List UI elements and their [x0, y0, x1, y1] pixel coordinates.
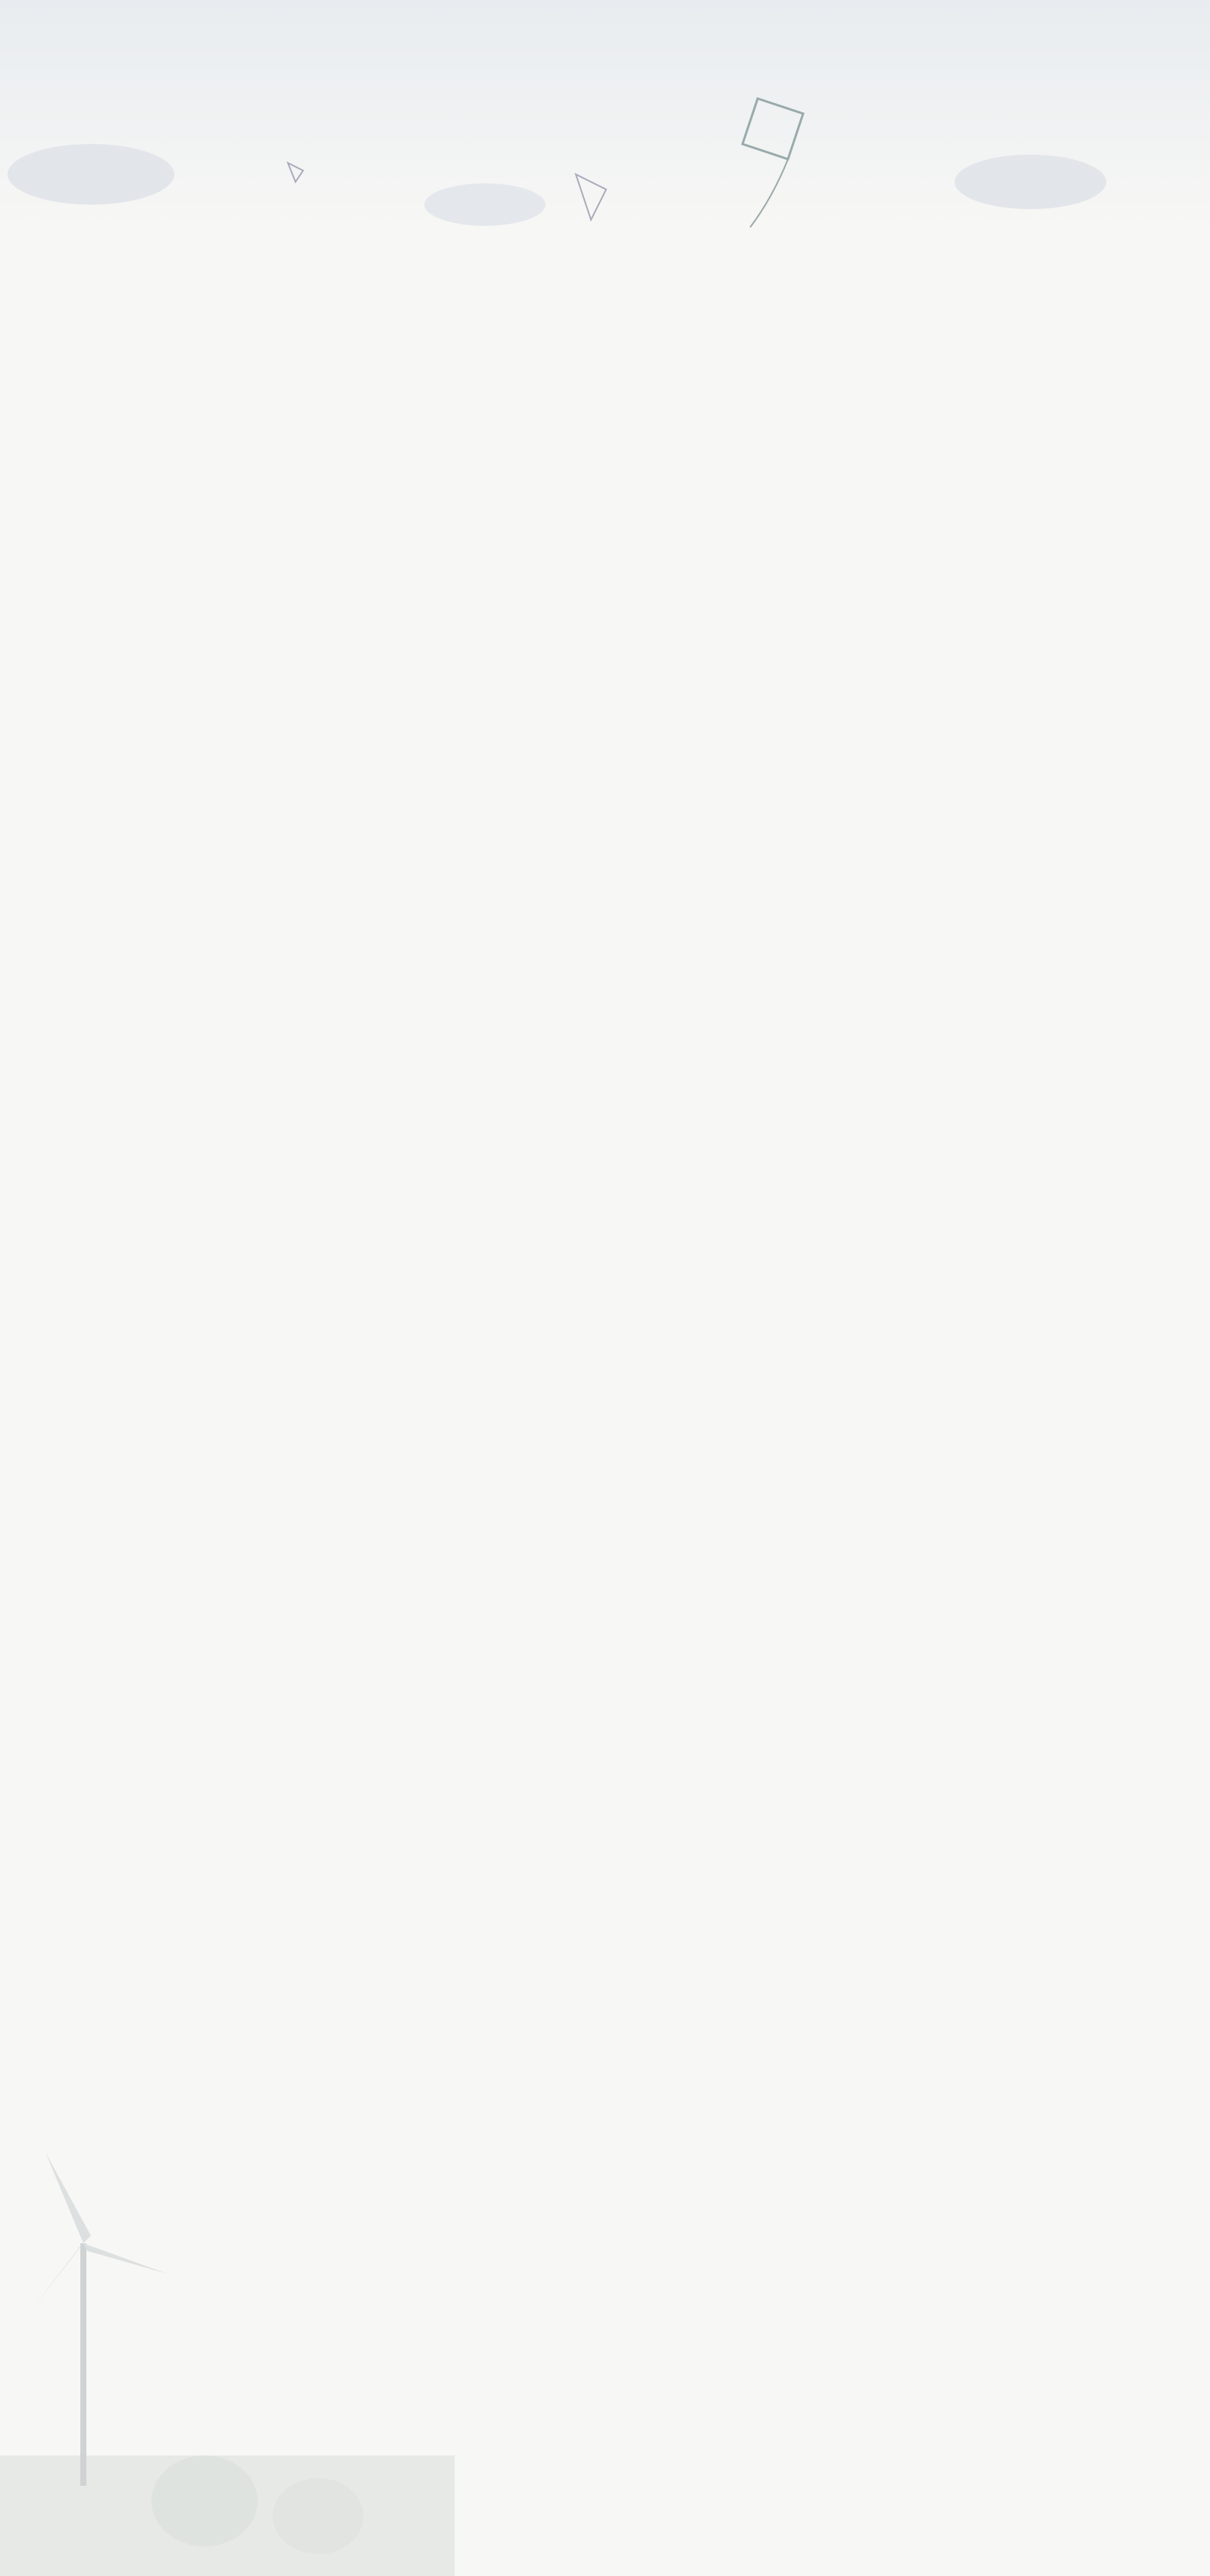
windmill-landscape-illustration	[0, 2122, 455, 2576]
header-illustration	[0, 0, 1210, 227]
clouds-kites-illustration	[0, 0, 1210, 227]
